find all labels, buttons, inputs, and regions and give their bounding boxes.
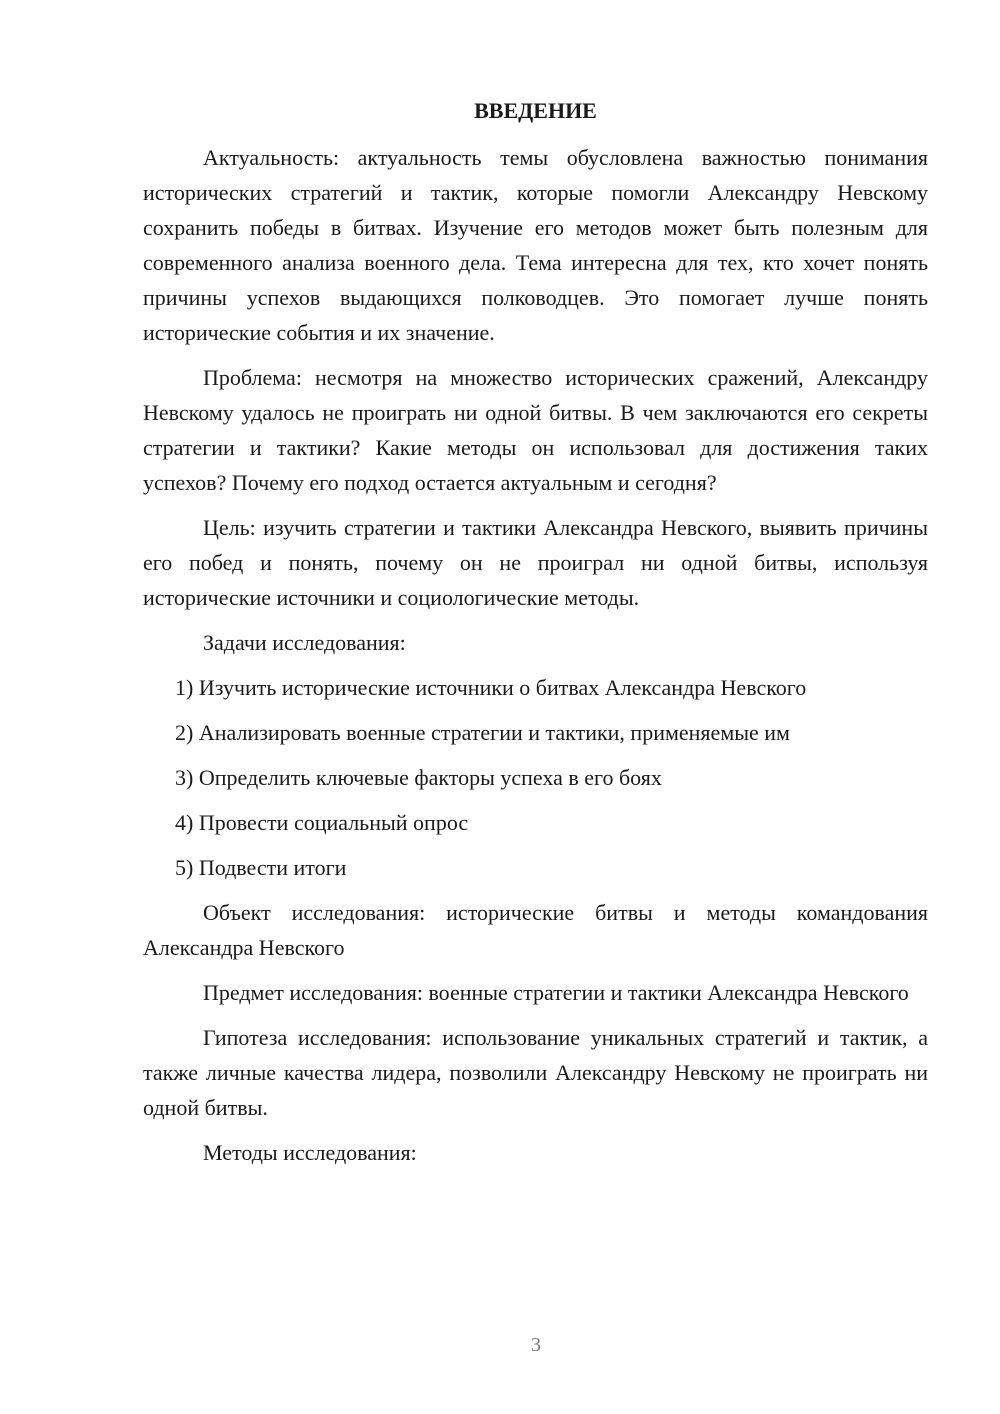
document-page — [143, 96, 928, 1180]
task-item-2: 2) Анализировать военные стратегии и тактики, применяемые им — [175, 720, 790, 745]
task-item-4: 4) Провести социальный опрос — [175, 810, 469, 835]
hypothesis-paragraph: Гипотеза исследования: использование уникальных стратегий и тактик, а также личные качества лидера, позволили Александру Невскому не проиграть ни одной битвы. — [143, 1025, 928, 1120]
relevance-paragraph: Актуальность: актуальность темы обусловлена важностью понимания исторических стратегий и тактик, которые помогли Александру Невскому сохранить победы в битвах. Изучение его методов может быть полезным для современного анализа военного дела. Тема интересна для тех, кто хочет понять причины успехов выдающихся полководцев. Это помогает лучше понять исторические события и их значение. — [143, 145, 928, 345]
object-paragraph: Объект исследования: исторические битвы и методы командования Александра Невского — [143, 900, 928, 960]
task-item-3: 3) Определить ключевые факторы успеха в его боях — [175, 765, 662, 790]
page-number: 3 — [531, 1334, 541, 1356]
page-title: ВВЕДЕНИЕ — [474, 98, 597, 123]
methods-heading: Методы исследования: — [203, 1140, 417, 1165]
task-item-1: 1) Изучить исторические источники о битвах Александра Невского — [175, 675, 807, 700]
subject-paragraph: Предмет исследования: военные стратегии и тактики Александра Невского — [203, 980, 909, 1005]
tasks-heading: Задачи исследования: — [203, 630, 406, 655]
goal-paragraph: Цель: изучить стратегии и тактики Александра Невского, выявить причины его побед и понять, почему он не проиграл ни одной битвы, используя исторические источники и социологические методы. — [143, 515, 928, 610]
problem-paragraph: Проблема: несмотря на множество исторических сражений, Александру Невскому удалось не проиграть ни одной битвы. В чем заключаются его секреты стратегии и тактики? Какие методы он использовал для достижения таких успехов? Почему его подход остается актуальным и сегодня? — [143, 365, 928, 495]
task-item-5: 5) Подвести итоги — [175, 855, 347, 880]
